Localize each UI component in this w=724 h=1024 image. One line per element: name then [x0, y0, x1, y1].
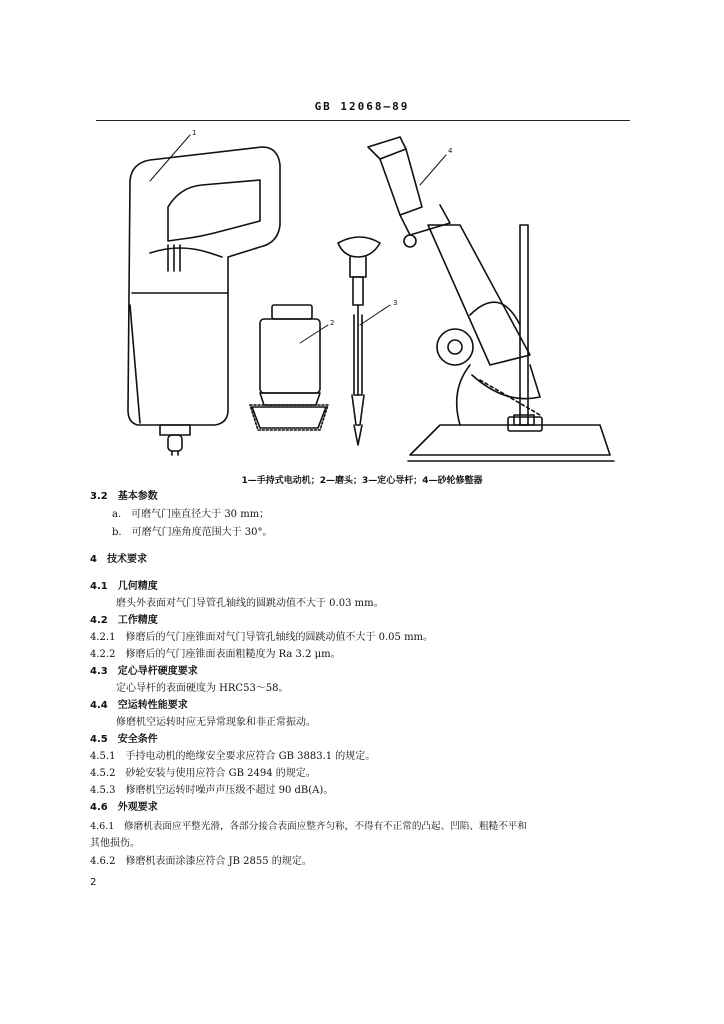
callout-3: 3: [393, 299, 398, 307]
section-4-2-1: 4.2.1 修磨后的气门座锥面对气门导管孔轴线的圆跳动值不大于 0.05 mm。: [90, 632, 434, 643]
section-4-5-heading: 4.5 安全条件: [90, 734, 158, 745]
hand-motor-drawing: [128, 147, 280, 455]
section-4-6-heading: 4.6 外观要求: [90, 802, 158, 813]
grinding-head-drawing: [250, 305, 328, 430]
section-4-1-heading: 4.1 几何精度: [90, 581, 158, 592]
callout-1: 1: [192, 129, 197, 137]
param-b: b. 可磨气门座角度范围大于 30°。: [112, 527, 273, 538]
section-4-5-3: 4.5.3 修磨机空运转时噪声声压级不超过 90 dB(A)。: [90, 785, 334, 796]
section-4-heading: 4 技术要求: [90, 554, 147, 565]
section-4-6-1-line1: 4.6.1 修磨机表面应平整光滑，各部分接合表面应整齐匀称，不得有不正常的凸起、凹陷、粗糙不平和: [90, 821, 527, 832]
centering-rod-drawing: [338, 237, 380, 445]
section-4-2-heading: 4.2 工作精度: [90, 615, 158, 626]
section-4-2-2: 4.2.2 修磨后的气门座锥面表面粗糙度为 Ra 3.2 μm。: [90, 649, 341, 660]
equipment-figure: [110, 125, 630, 470]
param-a: a. 可磨气门座直径大于 30 mm；: [112, 509, 270, 520]
section-4-5-1: 4.5.1 手持电动机的绝缘安全要求应符合 GB 3883.1 的规定。: [90, 751, 376, 762]
figure-caption: 1—手持式电动机；2—磨头；3—定心导杆；4—砂轮修整器: [241, 476, 483, 486]
section-4-4-text: 修磨机空运转时应无异常现象和非正常振动。: [116, 717, 316, 728]
section-4-6-2: 4.6.2 修磨机表面涂漆应符合 JB 2855 的规定。: [90, 856, 312, 867]
callout-2: 2: [330, 319, 335, 327]
section-4-5-2: 4.5.2 砂轮安装与使用应符合 GB 2494 的规定。: [90, 768, 316, 779]
page-number: 2: [90, 877, 97, 888]
section-4-6-1-line2: 其他损伤。: [90, 838, 140, 849]
section-3-2-heading: 3.2 基本参数: [90, 491, 158, 502]
header-rule: [96, 120, 630, 121]
wheel-dresser-drawing: [368, 137, 614, 461]
section-4-4-heading: 4.4 空运转性能要求: [90, 700, 188, 711]
callout-4: 4: [448, 147, 453, 155]
section-4-3-text: 定心导杆的表面硬度为 HRC53～58。: [116, 683, 289, 694]
standard-number-header: GB 12068—89: [314, 100, 410, 113]
section-4-3-heading: 4.3 定心导杆硬度要求: [90, 666, 198, 677]
section-4-1-text: 磨头外表面对气门导管孔轴线的圆跳动值不大于 0.03 mm。: [116, 598, 384, 609]
